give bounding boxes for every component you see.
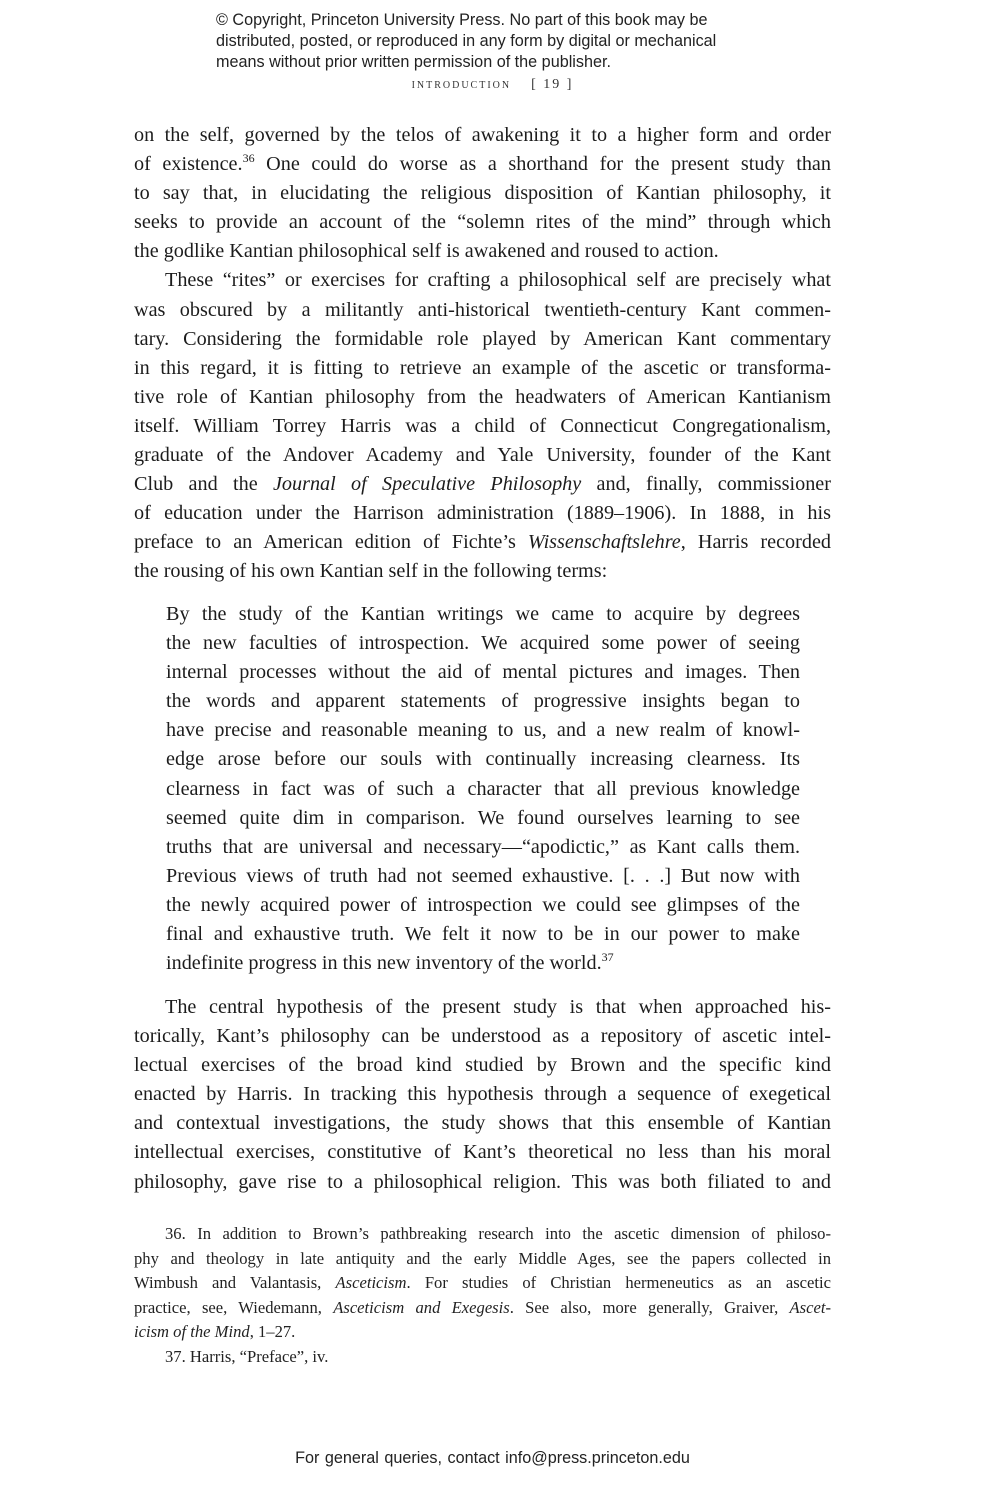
paragraph [134,121,831,266]
text-line: the rousing of his own Kantian self in the following terms: [134,560,608,583]
footnote-36 [134,1222,831,1345]
text-line: of education under the Harrison administration (1889–1906). In 1888, in his [134,502,831,525]
text-line: 37. Harris, “Preface”, iv. [165,1346,329,1366]
text-line: graduate of the Andover Academy and Yale University, founder of the Kant [134,444,831,467]
text-line: of existence.$^{36}$ One could do worse as a shorthand for the present study than [134,151,831,176]
text-line: practice, see, Wiedemann, Asceticism and Exegesis. See also, more generally, Graiver, Ascet- [134,1297,831,1317]
text-line: final and exhaustive truth. We felt it now to be in our power to make [166,923,800,946]
text-line: By the study of the Kantian writings we came to acquire by degrees [166,603,800,625]
copyright-line: means without prior written permission of the publisher. [216,53,611,71]
text-line: intellectual exercises, constitutive of Kant’s theoretical no less than his moral [134,1141,831,1164]
text-line: edge arose before our souls with continually increasing clearness. Its [166,748,800,771]
quote-text [166,600,800,978]
text-line: and contextual investigations, the study shows that this ensemble of Kantian [134,1112,831,1135]
body-text-lower [134,993,831,1197]
text-line: enacted by Harris. In tracking this hypothesis through a sequence of exegetical [134,1083,831,1106]
book-title: icism of the Mind [134,1322,250,1341]
text-line: in this regard, it is fitting to retrieve an example of the ascetic or transforma- [134,356,831,379]
footer-contact: For general queries, contact info@press.princeton.edu [295,1449,690,1467]
copyright-line: distributed, posted, or reproduced in any form by digital or mechanical [216,32,717,50]
page-number: [ 19 ] [531,77,574,92]
text-line: clearness in fact was of such a character that all previous knowledge [166,777,800,800]
copyright-line: © Copyright, Princeton University Press. No part of this book may be [216,11,708,29]
paragraph [134,993,831,1197]
text-line: the new faculties of introspection. We acquired some power of seeing [166,632,800,655]
text-line: the godlike Kantian philosophical self is awakened and roused to action. [134,240,719,263]
footnote-37 [134,1345,831,1370]
text-line: These “rites” or exercises for crafting a philosophical self are precisely what [165,269,831,292]
text-line: 36. In addition to Brown’s pathbreaking research into the ascetic dimension of philoso- [165,1224,831,1243]
book-title: Wissenschaftslehre [527,531,681,554]
text-line: was obscured by a militantly anti-historical twentieth-century Kant commen- [134,298,831,321]
text-line: internal processes without the aid of mental pictures and images. Then [166,661,800,684]
text-line: Club and the Journal of Speculative Philosophy and, finally, commissioner [134,473,831,496]
text-line: tary. Considering the formidable role played by American Kant commentary [134,327,831,350]
copyright-notice [216,10,816,73]
text-line: truths that are universal and necessary—“apodictic,” as Kant calls them. [166,835,800,858]
text-line: the words and apparent statements of progressive insights began to [166,690,800,713]
footnotes [134,1222,831,1369]
text-line: itself. William Torrey Harris was a child of Connecticut Congregationalism, [134,414,831,437]
text-line: Wimbush and Valantasis, Asceticism. For studies of Christian hermeneutics as an ascetic [134,1273,831,1292]
text-line: the newly acquired power of introspection we could see glimpses of the [166,893,800,916]
text-line: indefinite progress in this new inventory of the world.$^{37}$ [166,950,614,975]
footnote-ref-36[interactable]: 36 [242,151,255,166]
text-line: tive role of Kantian philosophy from the headwaters of American Kantianism [134,385,831,408]
footnote-ref-37[interactable]: 37 [601,950,614,965]
block-quote [166,600,800,978]
book-title: Asceticism and Exegesis [333,1297,510,1317]
text-line: lectual exercises of the broad kind studied by Brown and the specific kind [134,1054,831,1077]
text-line: to say that, in elucidating the religious disposition of Kantian philosophy, it [134,182,831,205]
text-line: icism of the Mind, 1–27. [134,1322,296,1341]
book-title: Journal of Speculative Philosophy [272,473,582,496]
paragraph [134,266,831,586]
book-title: Ascet- [789,1297,831,1317]
book-title: Asceticism [335,1273,407,1292]
text-line: The central hypothesis of the present study is that when approached his- [165,996,831,1018]
text-line: on the self, governed by the telos of awakening it to a higher form and order [134,124,831,146]
text-line: preface to an American edition of Fichte’s Wissenschaftslehre, Harris recorded [134,531,831,554]
text-line: have precise and reasonable meaning to us, and a new realm of knowl- [166,719,800,742]
running-head [0,77,985,93]
text-line: torically, Kant’s philosophy can be understood as a repository of ascetic intel- [134,1025,831,1048]
text-line: phy and theology in late antiquity and the early Middle Ages, see the papers collected in [134,1248,831,1268]
text-line: Previous views of truth had not seemed exhaustive. [. . .] But now with [166,864,800,887]
text-line: seeks to provide an account of the “solemn rites of the mind” through which [134,211,831,234]
text-line: seemed quite dim in comparison. We found ourselves learning to see [166,806,800,829]
text-line: philosophy, gave rise to a philosophical religion. This was both filiated to and [134,1170,831,1193]
running-head-section: introduction [411,77,512,92]
body-text-upper [134,121,831,587]
